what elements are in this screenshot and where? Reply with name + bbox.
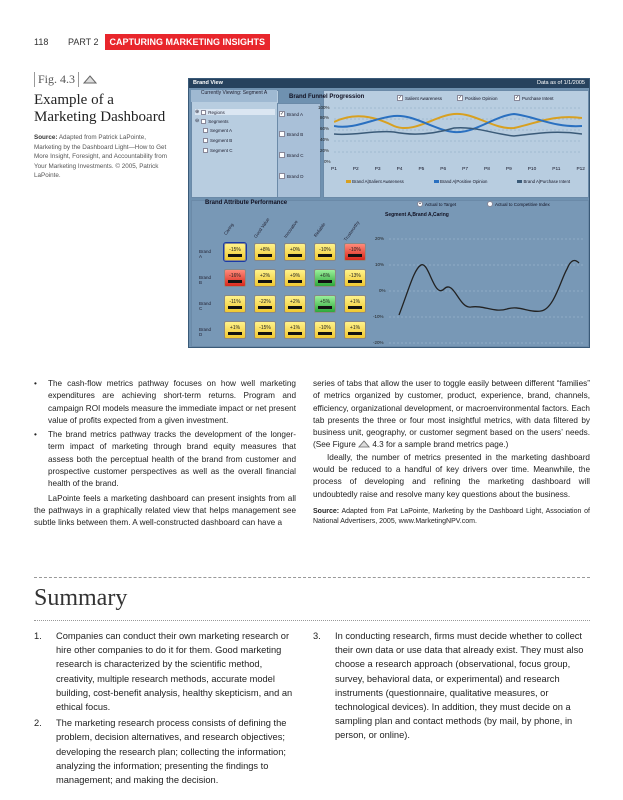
heatmap-cell-value: +8%	[259, 247, 271, 253]
heatmap-cell[interactable]	[314, 243, 336, 261]
heatmap-cell[interactable]	[344, 295, 366, 313]
heatmap-cell-value: -15%	[229, 247, 241, 253]
heatmap-cell-value: +0%	[289, 247, 301, 253]
heatmap-cell-bar	[348, 306, 362, 309]
figure-number: Fig. 4.3	[34, 72, 79, 87]
column-label: Trustworthy	[342, 220, 361, 242]
trend-ytick: 20%	[375, 236, 385, 241]
tree-segments[interactable]: ⊖ Segments	[195, 118, 229, 124]
heatmap-cell[interactable]	[344, 269, 366, 287]
heatmap-row-label: Brand B	[199, 275, 212, 285]
heatmap-cell[interactable]	[284, 269, 306, 287]
heatmap-cell-value: -22%	[259, 299, 271, 305]
heatmap-cell[interactable]	[314, 269, 336, 287]
heatmap-cell-value: +9%	[289, 273, 301, 279]
figure-title: Example of a Marketing Dashboard	[34, 92, 166, 125]
summary-right-column	[313, 629, 590, 745]
brand-selector-panel	[277, 103, 321, 198]
trend-ytick: 0%	[379, 288, 386, 293]
heatmap-cell-bar	[228, 332, 242, 335]
ideally-paragraph: Ideally, the number of metrics presented in the marketing dashboard would be reduced to a handful of key drivers over time. Meanwhile, the process of developing and refining the marketing dashboard will undoubtedly raise and resolve many key questions about the business.	[313, 452, 590, 499]
body-left-column	[34, 378, 296, 530]
heatmap-row-label: Brand C	[199, 301, 212, 311]
heatmap-cell-bar	[228, 306, 242, 309]
heatmap-row-label: Brand A	[199, 249, 212, 259]
heatmap-cell[interactable]	[284, 295, 306, 313]
column-label: Caring	[222, 222, 235, 236]
series-positive-opinion	[334, 114, 582, 132]
heatmap-cell[interactable]	[284, 321, 306, 339]
option-actual-to-target[interactable]: • Actual to Target	[417, 201, 456, 207]
heatmap-cell-value: +2%	[259, 273, 271, 279]
part-label: PART 2	[68, 37, 99, 47]
tree-segment-a[interactable]: Segment A	[203, 128, 232, 133]
heatmap-cell[interactable]	[224, 243, 246, 261]
tree-segment-b[interactable]: Segment B	[203, 138, 232, 143]
heatmap-cell[interactable]	[254, 243, 276, 261]
heatmap-cell-bar	[288, 280, 302, 283]
funnel-series-legend: Brand A|Salient Awareness Brand A|Positive Opinion Brand A|Purchase Intent	[331, 179, 585, 184]
body-right-column	[313, 378, 590, 527]
funnel-ytick: 60%	[320, 126, 330, 131]
heatmap-cell-bar	[228, 280, 242, 283]
heatmap-cell-bar	[288, 306, 302, 309]
heatmap-cell-value: -10%	[349, 247, 361, 253]
trend-title: Segment A,Brand A,Caring	[385, 212, 449, 218]
heatmap-cell-value: +1%	[349, 299, 361, 305]
heatmap-cell-bar	[348, 280, 362, 283]
tabs-paragraph: series of tabs that allow the user to toggle easily between different “families” of metrics organized by customer, product, experience, brand, channels, efficiency, organizational development, or macroenvironmental factors. Each tab presents the three or four most insightful metrics, with data filtered by business unit, geography, or customer segment based on the users’ needs. (See Figure 4.3 for a sample brand metrics page.)	[313, 379, 590, 450]
funnel-ytick: 80%	[320, 115, 330, 120]
heatmap-cell[interactable]	[284, 243, 306, 261]
heatmap-cell[interactable]	[224, 321, 246, 339]
funnel-ytick: 0%	[324, 159, 331, 164]
legend-salient-awareness[interactable]: ✓ Salient Awareness	[398, 95, 442, 101]
funnel-ytick: 40%	[320, 137, 330, 142]
triangle-icon	[83, 75, 97, 84]
summary-divider	[34, 620, 590, 621]
summary-item: 3. In conducting research, firms must decide whether to collect their own data or use data that already exist. They must also choose a research approach (observational, focus group, survey, behavioral data, or experimental) and research instruments (questionnaire, qualitative measures, or technological devices). In addition, they must decide on a sampling plan and contact methods (by mail, by phone, in person, or online).	[313, 631, 584, 741]
heatmap-cell-value: +1%	[229, 325, 241, 331]
heatmap-cell-value: +5%	[319, 299, 331, 305]
heatmap-cell-value: -10%	[319, 247, 331, 253]
source-text: Adapted from Patrick LaPointe, Marketing by the Dashboard Light—How to Get More Insight, Foresight, and Accountability from Your Marketing Investments. © 2005, Patrick LaPointe.	[34, 134, 167, 179]
funnel-title: Brand Funnel Progression	[289, 94, 365, 100]
heatmap-cell-value: +1%	[289, 325, 301, 331]
heatmap-cell-bar	[258, 306, 272, 309]
legend-positive-opinion[interactable]: ✓ Positive Opinion	[458, 95, 498, 101]
trend-ytick: 10%	[375, 262, 385, 267]
lapointe-paragraph: LaPointe feels a marketing dashboard can present insights from all the pathways in a graphically related view that helps management see subtle links between them. A well-constructed dashboard can have a	[34, 493, 296, 528]
figure-label	[34, 72, 97, 87]
heatmap-cell-bar	[318, 306, 332, 309]
heatmap-cell-value: -11%	[229, 299, 241, 305]
trend-ytick: -10%	[373, 314, 384, 319]
heatmap-cell-value: +1%	[349, 325, 361, 331]
trend-chart	[389, 229, 584, 347]
triangle-icon	[358, 440, 370, 448]
heatmap-cell-bar	[258, 280, 272, 283]
heatmap-cell[interactable]	[344, 321, 366, 339]
dashboard-title: Brand View	[193, 80, 223, 86]
option-actual-to-competitive[interactable]: Actual to Competitive Index	[487, 201, 550, 207]
heatmap-cell-bar	[258, 254, 272, 257]
heatmap-cell-bar	[318, 254, 332, 257]
summary-item: 1. Companies can conduct their own marketing research or hire other companies to do it for them. Good marketing research is characterized by the scientific method, creativity, multiple research methods, accurate model building, cost-benefit analysis, healthy skepticism, and an ethical focus.	[34, 631, 293, 713]
heatmap-cell[interactable]	[224, 269, 246, 287]
brand-d-checkbox[interactable]: Brand D	[279, 173, 304, 179]
bullet-brand-metrics: • The brand metrics pathway tracks the development of the longer-term impact of marketing through brand equity measures that assess both the perceptual health of the brand from customer and prospective customer perspectives as well as the overall financial health of the brand.	[34, 429, 296, 490]
heatmap-cell[interactable]	[224, 295, 246, 313]
section-banner: CAPTURING MARKETING INSIGHTS	[105, 34, 271, 50]
summary-left-column	[34, 629, 296, 789]
heatmap-cell[interactable]	[254, 321, 276, 339]
column-label: Reliable	[312, 221, 327, 238]
heatmap-cell-value: +2%	[289, 299, 301, 305]
summary-item: 2. The marketing research process consists of defining the problem, decision alternatives, and research objectives; developing the research plan; collecting the information; analyzing the information; presenting the findings to management; and making the decision.	[34, 718, 287, 786]
heatmap-cell-value: -15%	[259, 325, 271, 331]
brand-a-checkbox[interactable]: ✓ Brand A	[280, 111, 304, 117]
body-source: Source: Adapted from Pat LaPointe, Marketing by the Dashboard Light, Association of National Advertisers, 2005, www.MarketingNPV.com.	[313, 507, 590, 525]
funnel-ytick: 100%	[318, 105, 330, 110]
page-number: 118	[34, 37, 49, 47]
heatmap-cell-value: -10%	[319, 325, 331, 331]
heatmap-cell-bar	[348, 254, 362, 257]
tree-regions[interactable]: ⊕ Regions	[195, 109, 275, 115]
brand-c-checkbox[interactable]: Brand C	[279, 152, 304, 158]
figure-source	[34, 133, 174, 181]
heatmap-cell-bar	[288, 254, 302, 257]
summary-heading: Summary	[34, 585, 128, 611]
heatmap-cell-bar	[348, 332, 362, 335]
heatmap-cell-bar	[318, 332, 332, 335]
column-label: Innovative	[282, 219, 299, 239]
column-label: Good Value	[252, 216, 271, 239]
page-header	[34, 34, 270, 50]
source-label: Source:	[34, 134, 58, 141]
legend-purchase-intent[interactable]: ✓ Purchase Intent	[515, 95, 554, 101]
trend-line	[399, 261, 579, 315]
heatmap-cell[interactable]	[314, 295, 336, 313]
attribute-title: Brand Attribute Performance	[205, 200, 288, 206]
heatmap-cell-bar	[228, 254, 242, 257]
heatmap-cell[interactable]	[254, 295, 276, 313]
heatmap-cell[interactable]	[254, 269, 276, 287]
dashboard-titlebar	[189, 79, 589, 88]
bullet-cash-flow: • The cash-flow metrics pathway focuses on how well marketing expenditures are achieving short-term returns. Program and campaign ROI models measure the immediate impact or net present value of profits expected from a given investment.	[34, 378, 296, 427]
heatmap-cell-bar	[258, 332, 272, 335]
trend-ytick: -20%	[373, 340, 384, 345]
heatmap-cell-value: +6%	[319, 273, 331, 279]
dashboard-date: Data as of 1/1/2005	[536, 80, 585, 86]
funnel-xticks: P1 P2 P3 P4 P5 P6 P7 P8 P9 P10 P11 P12	[331, 167, 585, 172]
segment-panel	[191, 90, 279, 198]
heatmap-cell[interactable]	[344, 243, 366, 261]
heatmap-cell-value: -16%	[229, 273, 241, 279]
funnel-ytick: 20%	[320, 148, 330, 153]
heatmap-cell-bar	[318, 280, 332, 283]
heatmap-cell-value: -13%	[349, 273, 361, 279]
segment-header: Currently Viewing: Segment A	[191, 90, 277, 102]
tree-segment-c[interactable]: Segment C	[203, 148, 233, 153]
heatmap-row-label: Brand D	[199, 327, 212, 337]
heatmap-cell[interactable]	[314, 321, 336, 339]
section-divider	[34, 577, 590, 578]
dashboard-figure	[188, 78, 590, 348]
heatmap-cell-bar	[288, 332, 302, 335]
funnel-chart	[334, 104, 582, 164]
brand-b-checkbox[interactable]: Brand B	[279, 131, 303, 137]
